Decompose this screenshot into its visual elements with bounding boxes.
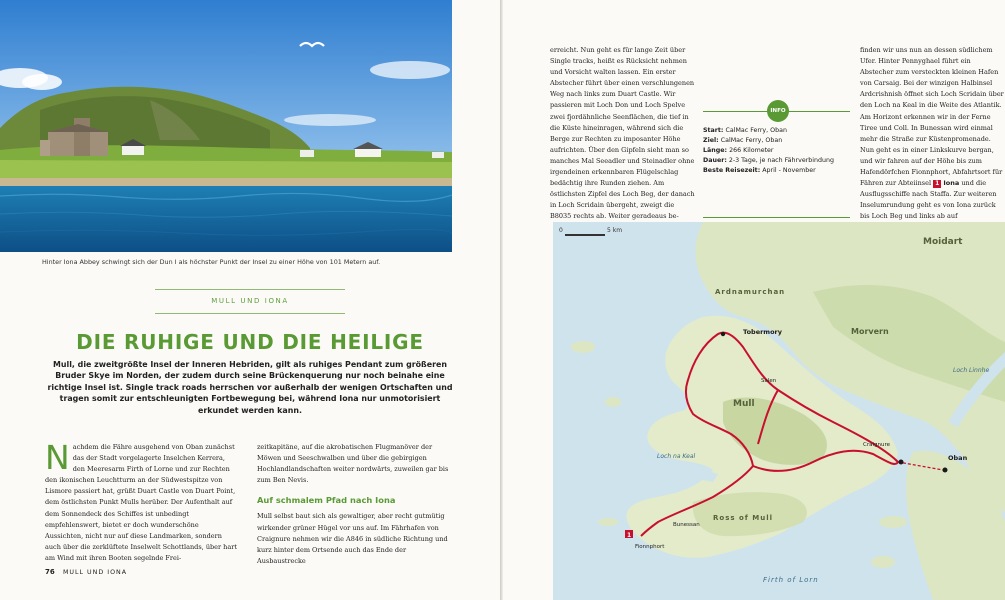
poi-number-badge: 1: [935, 180, 940, 188]
kicker-rule-top: [155, 289, 345, 290]
page-footer: [45, 568, 127, 576]
photo-illustration: [0, 0, 452, 252]
map-label-salen: Salen: [761, 378, 777, 384]
right-column-1-text: erreicht. Nun geht es für lange Zeit über Single tracks, heißt es Rücksicht nehmen und Vorsicht walten lassen. Ein erster Abstecher führt über einen verschlungenen Weg nach links zum Duart Castle. Wir passieren mit Loch Don und Loch Spelve zwei fjordähnliche Seenflächen, die tief in die Küste hineinragen, während sich die Berge zur Rechten zu imposanter Höhe aufrichten. Über den Gipfeln sieht man so manches Mal Seeadler und Steinadler ohne irgendeinen erkennbaren Flügelschlag bedächtig ihre Runden ziehen. Am östlichsten Zipfel des Loch Beg, der danach in Loch Scridain übergeht, zweigt die B8035 rechts ab. Weiter geradeaus be-: [550, 46, 695, 221]
subheading: Auf schmalem Pfad nach Iona: [257, 495, 396, 506]
info-reisezeit: Beste Reisezeit: April - November: [703, 167, 816, 174]
info-start: Start: CalMac Ferry, Oban: [703, 127, 787, 134]
photo-caption: Hinter Iona Abbey schwingt sich der Dun I als höchster Punkt der Insel zu einer Höhe von 101 Metern auf.: [42, 258, 381, 266]
column-2-paragraph-1: zeitkapitäne, auf die akrobatischen Flugmanöver der Möwen und Seeschwalben und über die gebirgigen Hochlandlandschaften weiter nordwärts, zuweilen gar bis zum Ben Nevis.: [257, 443, 449, 485]
column-1-text: achdem die Fähre ausgehend von Oban zunächst das der Stadt vorgelagerte Inselchen Kerrera, den Meeresarm Firth of Lorne und zur Rechten den ikonischen Leuchtturm an der Südwestspitze von Lismore passiert hat, grüßt Duart Castle von Duart Point, dem östlichsten Punkt Mulls herüber. Der Aufenthalt auf dem Sonnendeck des Schiffes ist unbedingt empfehlenswert, bietet er doch wunderschöne Aussichten, nicht nur auf diese Landmarken, sondern auch über die zerklüftete Inselwelt Schottlands, über hart am Wind mit ihren Booten segelnde Frei-: [45, 443, 237, 562]
map-scale-end: 5 km: [607, 227, 623, 234]
map-dot-oban: [943, 468, 948, 473]
footer-section: MULL UND IONA: [62, 569, 128, 576]
poi-name-iona: Iona: [943, 179, 960, 188]
map-scale-bar: [565, 234, 605, 236]
drop-cap: N: [45, 438, 70, 477]
map-label-craignure: Craignure: [863, 442, 890, 448]
kicker-rule-bottom: [155, 313, 345, 314]
route-map-illustration: [553, 222, 1005, 600]
map-label-ardnamurchan: Ardnamurchan: [715, 288, 786, 296]
left-column-2: [257, 442, 453, 567]
column-2-paragraph-2: Mull selbst baut sich als gewaltiger, aber recht gutmütig wirkender grüner Hügel vor uns auf. Im Fährhafen von Craignure nehmen wir die A846 in südliche Richtung und kurz hinter dem Ortsende auch das Ende der Ausbaustrecke: [257, 512, 448, 565]
info-badge: INFO: [767, 100, 789, 122]
map-poi-badge-iona: 1: [627, 532, 632, 539]
section-kicker: MULL UND IONA: [211, 297, 289, 305]
map-label-moidart: Moidart: [923, 237, 963, 247]
map-label-loch-na-keal: Loch na Keal: [657, 453, 696, 460]
info-ziel: Ziel: CalMac Ferry, Oban: [703, 137, 783, 144]
left-column-1: [45, 438, 238, 564]
info-bottom-rule: [703, 217, 850, 218]
map-label-morvern: Morvern: [851, 327, 889, 336]
map-label-fionnphort: Fionnphort: [635, 544, 665, 550]
map-scale-start: 0: [559, 227, 563, 234]
map-label-mull: Mull: [733, 399, 755, 409]
article-title: DIE RUHIGE UND DIE HEILIGE: [76, 330, 424, 354]
right-column-1: [550, 45, 695, 223]
map-label-oban: Oban: [948, 454, 968, 462]
right-column-3-text-end: und die Ausflugsschiffe nach Staffa. Zur weiteren Inselumrundung geht es von Iona zurück bis Loch Beg und links ab auf: [860, 179, 997, 221]
right-column-3-text: finden wir uns nun an dessen südlichem Ufer. Hinter Pennyghael führt ein Abstecher zum versteckten kleinen Hafen von Carsaig. Bei der winzigen Halbinsel Ardcrishnish öffnet sich Loch Scridain über den Loch na Keal in die Weite des Atlantik. Am Horizont erkennen wir in der Ferne Tiree und Coll. In Bunessan wird einmal mehr die Straße zur Küstenpromenade. Nun geht es in einer Linkskurve bergan, und wir fahren auf der Höhe bis zum Hafendörfchen Fionnphort, Abfahrtsort für Fähren zur Abteiinsel: [860, 46, 1004, 188]
map-dot-craignure: [899, 460, 904, 465]
map-label-firth-of-lorn: Firth of Lorn: [763, 576, 819, 584]
info-laenge: Länge: 266 Kilometer: [703, 147, 774, 154]
page-number: 76: [45, 568, 55, 576]
map-label-loch-linnhe: Loch Linnhe: [953, 367, 990, 374]
article-intro: Mull, die zweitgrößte Insel der Inneren Hebriden, gilt als ruhiges Pendant zum größeren Bruder Skye im Norden, der zudem durch seine Brückenquerung nur noch beinahe eine richtige Insel ist. Single track roads herrschen vor außerhalb der wenigen Ortschaften und tragen somit zur entschleunigten Fortbewegung bei, während Iona nur unmotorisiert erkundet werden kann.: [47, 360, 453, 415]
iona-abbey-photo: [0, 0, 452, 252]
right-column-3: [860, 45, 1005, 223]
left-page: [0, 0, 500, 600]
map-label-ross-of-mull: Ross of Mull: [713, 514, 774, 522]
map-label-tobermory: Tobermory: [743, 328, 782, 336]
map-dot-tobermory: [721, 332, 725, 336]
map-label-bunessan: Bunessan: [673, 522, 700, 528]
right-page: [503, 0, 1005, 600]
info-body: [703, 126, 850, 176]
route-map: [553, 222, 1005, 600]
info-dauer: Dauer: 2-3 Tage, je nach Fährverbindung: [703, 157, 835, 164]
